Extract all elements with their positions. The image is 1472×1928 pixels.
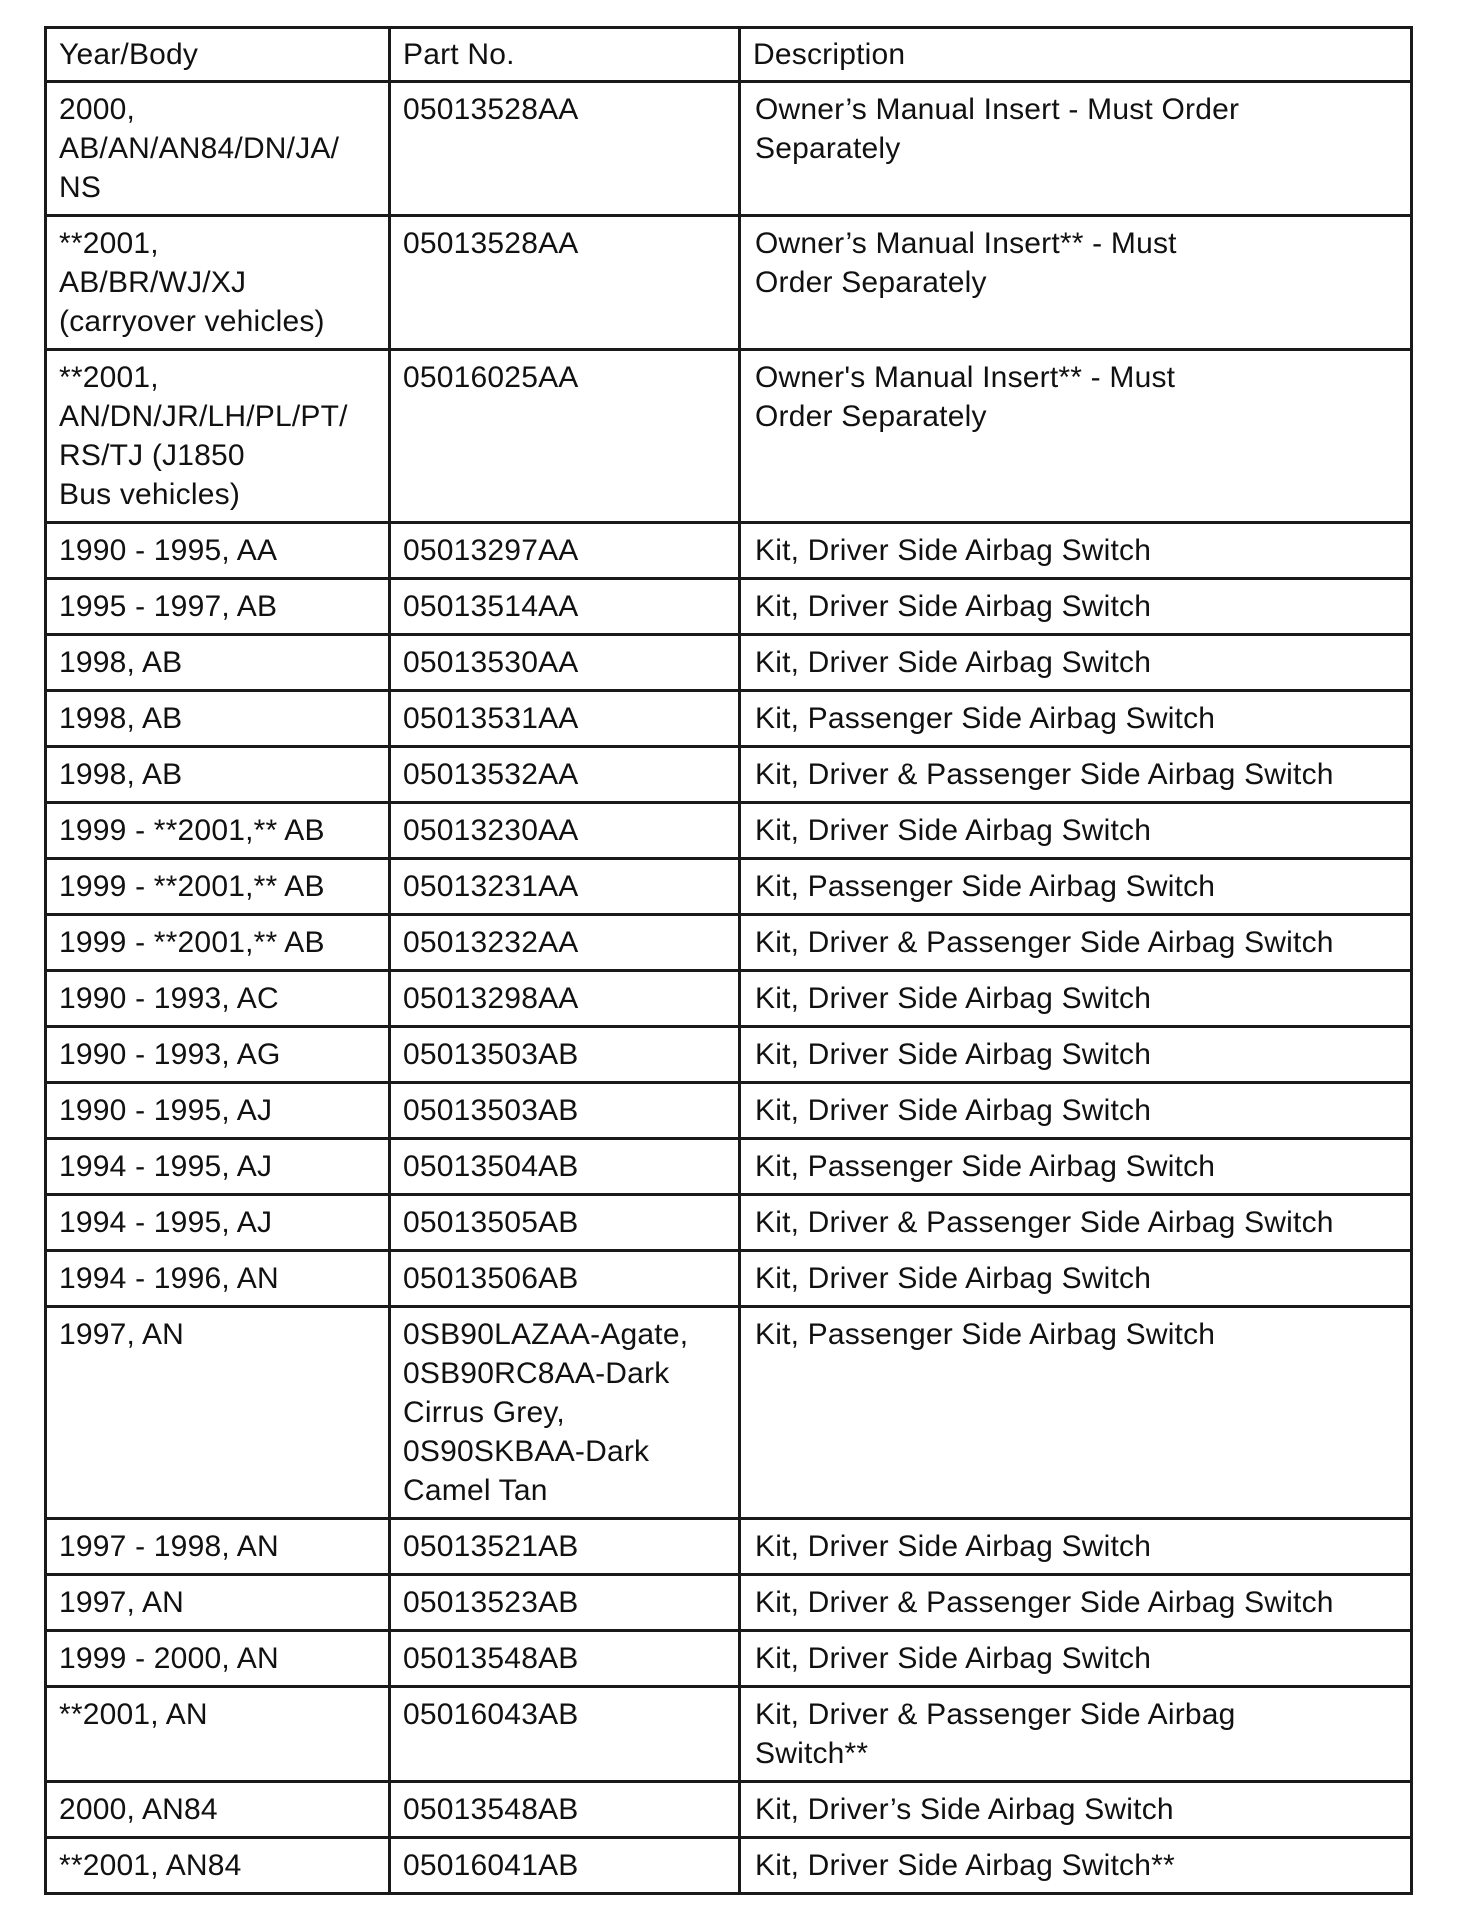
- table-row: [46, 1687, 1412, 1782]
- year-body-cell: 1990 - 1995, AA: [46, 523, 390, 579]
- part-number-cell: 05013528AA: [390, 216, 740, 350]
- description-cell: Owner’s Manual Insert** - Must Order Separately: [740, 216, 1412, 350]
- description-cell: Kit, Driver Side Airbag Switch: [740, 803, 1412, 859]
- table-row: [46, 1027, 1412, 1083]
- table-row: [46, 350, 1412, 523]
- table-row: [46, 1251, 1412, 1307]
- year-body-cell: **2001, AN/DN/JR/LH/PL/PT/ RS/TJ (J1850 Bus vehicles): [46, 350, 390, 523]
- part-number-cell: 05013503AB: [390, 1027, 740, 1083]
- year-body-cell: **2001, AB/BR/WJ/XJ (carryover vehicles): [46, 216, 390, 350]
- year-body-cell: 1997, AN: [46, 1307, 390, 1519]
- year-body-cell: 1998, AB: [46, 691, 390, 747]
- table-row: [46, 1083, 1412, 1139]
- table-row: [46, 579, 1412, 635]
- part-number-cell: 05013548AB: [390, 1631, 740, 1687]
- year-body-cell: 1990 - 1995, AJ: [46, 1083, 390, 1139]
- year-body-cell: 1994 - 1995, AJ: [46, 1195, 390, 1251]
- part-number-cell: 05016041AB: [390, 1838, 740, 1894]
- table-row: [46, 1838, 1412, 1894]
- description-cell: Owner's Manual Insert** - Must Order Separately: [740, 350, 1412, 523]
- year-body-cell: 2000, AB/AN/AN84/DN/JA/ NS: [46, 82, 390, 216]
- part-number-cell: 05013503AB: [390, 1083, 740, 1139]
- header-year-body: Year/Body: [46, 28, 390, 82]
- part-number-cell: 05013232AA: [390, 915, 740, 971]
- year-body-cell: **2001, AN: [46, 1687, 390, 1782]
- year-body-cell: 1995 - 1997, AB: [46, 579, 390, 635]
- year-body-cell: 2000, AN84: [46, 1782, 390, 1838]
- description-cell: Kit, Driver & Passenger Side Airbag Switch**: [740, 1687, 1412, 1782]
- year-body-cell: 1999 - **2001,** AB: [46, 915, 390, 971]
- parts-table: [44, 26, 1413, 1895]
- part-number-cell: 0SB90LAZAA-Agate, 0SB90RC8AA-Dark Cirrus Grey, 0S90SKBAA-Dark Camel Tan: [390, 1307, 740, 1519]
- year-body-cell: 1997, AN: [46, 1575, 390, 1631]
- table-row: [46, 1782, 1412, 1838]
- table-row: [46, 915, 1412, 971]
- description-cell: Kit, Driver Side Airbag Switch: [740, 523, 1412, 579]
- part-number-cell: 05013297AA: [390, 523, 740, 579]
- part-number-cell: 05013514AA: [390, 579, 740, 635]
- part-number-cell: 05013528AA: [390, 82, 740, 216]
- year-body-cell: 1998, AB: [46, 635, 390, 691]
- table-row: [46, 691, 1412, 747]
- year-body-cell: 1990 - 1993, AG: [46, 1027, 390, 1083]
- table-row: [46, 523, 1412, 579]
- table-row: [46, 635, 1412, 691]
- description-cell: Kit, Driver Side Airbag Switch: [740, 1027, 1412, 1083]
- year-body-cell: **2001, AN84: [46, 1838, 390, 1894]
- table-row: [46, 1195, 1412, 1251]
- part-number-cell: 05016025AA: [390, 350, 740, 523]
- description-cell: Kit, Driver Side Airbag Switch: [740, 1251, 1412, 1307]
- description-cell: Kit, Driver & Passenger Side Airbag Switch: [740, 1575, 1412, 1631]
- description-cell: Kit, Passenger Side Airbag Switch: [740, 691, 1412, 747]
- description-cell: Owner’s Manual Insert - Must Order Separately: [740, 82, 1412, 216]
- table-row: [46, 971, 1412, 1027]
- part-number-cell: 05013506AB: [390, 1251, 740, 1307]
- year-body-cell: 1999 - 2000, AN: [46, 1631, 390, 1687]
- description-cell: Kit, Driver Side Airbag Switch: [740, 579, 1412, 635]
- table-row: [46, 859, 1412, 915]
- part-number-cell: 05013505AB: [390, 1195, 740, 1251]
- year-body-cell: 1994 - 1996, AN: [46, 1251, 390, 1307]
- description-cell: Kit, Driver Side Airbag Switch: [740, 971, 1412, 1027]
- table-row: [46, 216, 1412, 350]
- part-number-cell: 05013231AA: [390, 859, 740, 915]
- year-body-cell: 1990 - 1993, AC: [46, 971, 390, 1027]
- table-row: [46, 1575, 1412, 1631]
- part-number-cell: 05016043AB: [390, 1687, 740, 1782]
- description-cell: Kit, Driver Side Airbag Switch: [740, 1519, 1412, 1575]
- header-description: Description: [740, 28, 1412, 82]
- part-number-cell: 05013504AB: [390, 1139, 740, 1195]
- description-cell: Kit, Driver’s Side Airbag Switch: [740, 1782, 1412, 1838]
- part-number-cell: 05013530AA: [390, 635, 740, 691]
- description-cell: Kit, Driver & Passenger Side Airbag Switch: [740, 1195, 1412, 1251]
- description-cell: Kit, Driver Side Airbag Switch: [740, 635, 1412, 691]
- table-row: [46, 1139, 1412, 1195]
- part-number-cell: 05013532AA: [390, 747, 740, 803]
- year-body-cell: 1998, AB: [46, 747, 390, 803]
- part-number-cell: 05013521AB: [390, 1519, 740, 1575]
- description-cell: Kit, Driver & Passenger Side Airbag Switch: [740, 915, 1412, 971]
- header-row: [46, 28, 1412, 82]
- year-body-cell: 1994 - 1995, AJ: [46, 1139, 390, 1195]
- description-cell: Kit, Passenger Side Airbag Switch: [740, 1139, 1412, 1195]
- year-body-cell: 1999 - **2001,** AB: [46, 859, 390, 915]
- description-cell: Kit, Driver Side Airbag Switch**: [740, 1838, 1412, 1894]
- description-cell: Kit, Passenger Side Airbag Switch: [740, 859, 1412, 915]
- part-number-cell: 05013531AA: [390, 691, 740, 747]
- part-number-cell: 05013548AB: [390, 1782, 740, 1838]
- description-cell: Kit, Driver Side Airbag Switch: [740, 1083, 1412, 1139]
- description-cell: Kit, Driver Side Airbag Switch: [740, 1631, 1412, 1687]
- part-number-cell: 05013230AA: [390, 803, 740, 859]
- table-row: [46, 82, 1412, 216]
- table-row: [46, 1307, 1412, 1519]
- table-row: [46, 1631, 1412, 1687]
- header-part-no: Part No.: [390, 28, 740, 82]
- year-body-cell: 1999 - **2001,** AB: [46, 803, 390, 859]
- description-cell: Kit, Driver & Passenger Side Airbag Switch: [740, 747, 1412, 803]
- table-row: [46, 1519, 1412, 1575]
- table-body: [46, 82, 1412, 1894]
- year-body-cell: 1997 - 1998, AN: [46, 1519, 390, 1575]
- table-row: [46, 803, 1412, 859]
- part-number-cell: 05013298AA: [390, 971, 740, 1027]
- description-cell: Kit, Passenger Side Airbag Switch: [740, 1307, 1412, 1519]
- table-row: [46, 747, 1412, 803]
- part-number-cell: 05013523AB: [390, 1575, 740, 1631]
